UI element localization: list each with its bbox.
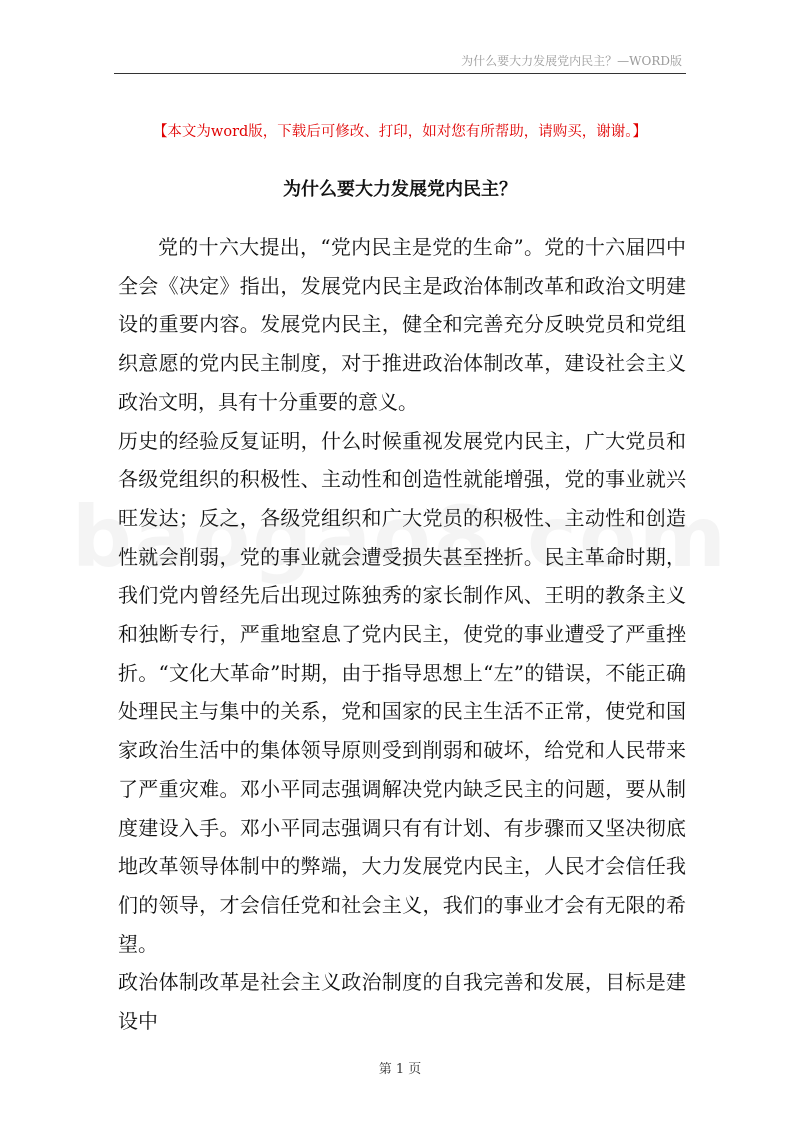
download-notice: 【本文为word版，下载后可修改、打印，如对您有所帮助，请购买，谢谢。】: [152, 124, 648, 140]
paragraph-2: 历史的经验反复证明，什么时候重视发展党内民主，广大党员和各级党组织的积极性、主动性和创造性就能增强，党的事业就兴旺发达；反之，各级党组织和广大党员的积极性、主动性和创造性就会削弱，党的事业就会遭受损失甚至挫折。民主革命时期，我们党内曾经先后出现过陈独秀的家长制作风、王明的教条主义和独断专行，严重地窒息了党内民主，使党的事业遭受了严重挫折。“文化大革命”时期，由于指导思想上“左”的错误，不能正确处理民主与集中的关系，党和国家的民主生活不正常，使党和国家政治生活中的集体领导原则受到削弱和破坏，给党和人民带来了严重灾难。邓小平同志强调解决党内缺乏民主的问题，要从制度建设入手。邓小平同志强调只有有计划、有步骤而又坚决彻底地改革领导体制中的弊端，大力发展党内民主，人民才会信任我们的领导，才会信任党和社会主义，我们的事业才会有无限的希望。: [118, 428, 686, 956]
document-body: [118, 228, 686, 1041]
running-header: 为什么要大力发展党内民主？—WORD版: [461, 54, 682, 68]
page-number: 第 1 页: [378, 1062, 422, 1077]
paragraph-3: 政治体制改革是社会主义政治制度的自我完善和发展，目标是建设中: [118, 970, 686, 1034]
header-divider: [114, 73, 686, 74]
document-title: 为什么要大力发展党内民主？: [283, 179, 517, 200]
paragraph-1: 党的十六大提出，“党内民主是党的生命”。党的十六届四中全会《决定》指出，发展党内民主是政治体制改革和政治文明建设的重要内容。发展党内民主，健全和完善充分反映党员和党组织意愿的党内民主制度，对于推进政治体制改革，建设社会主义政治文明，具有十分重要的意义。: [118, 235, 686, 414]
